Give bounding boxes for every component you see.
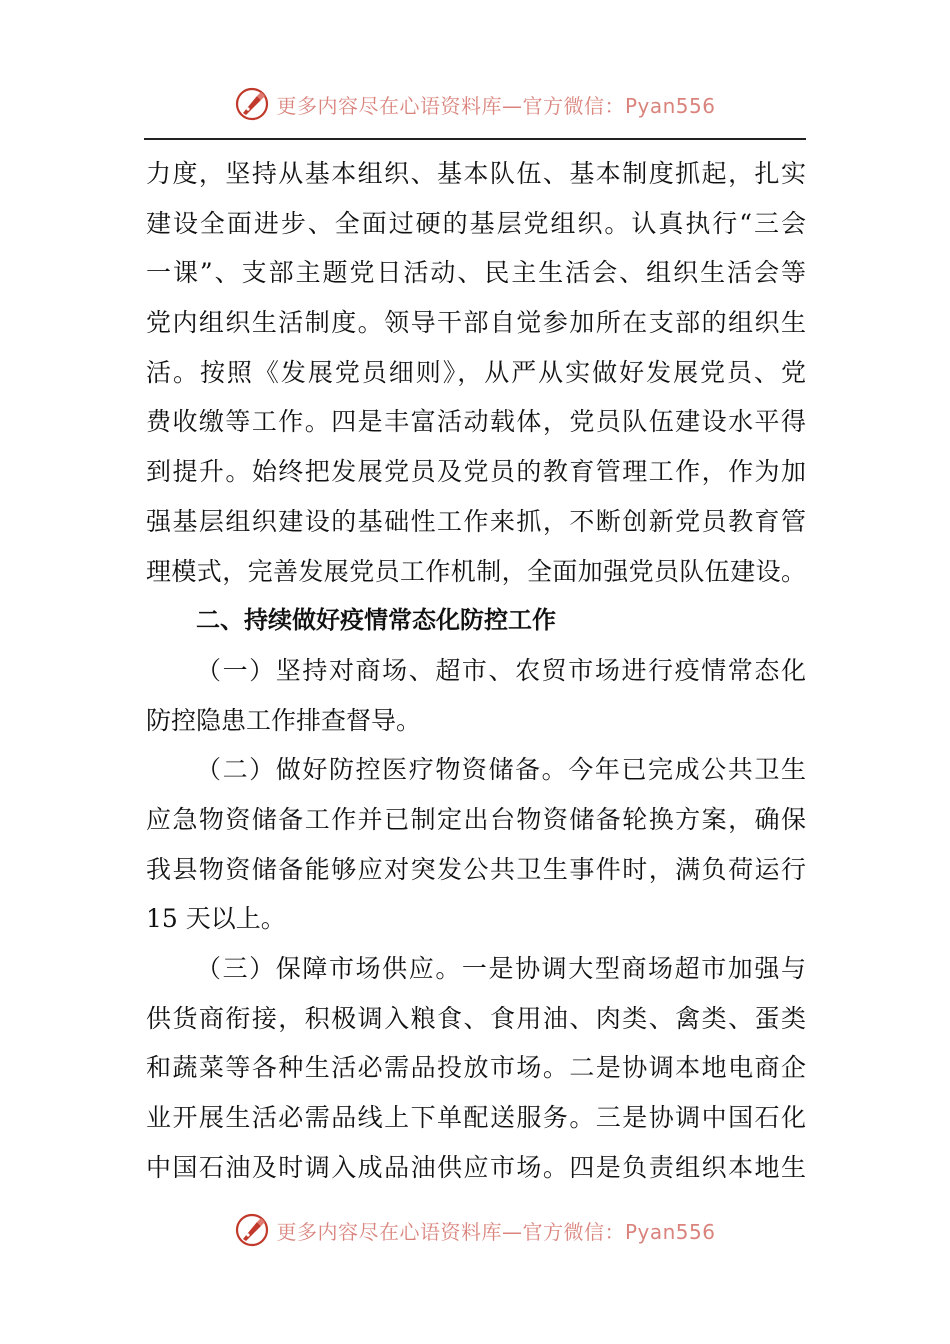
- paragraph-line: 到提升。始终把发展党员及党员的教育管理工作，作为加: [146, 457, 806, 487]
- pen-nib-logo-icon: [234, 86, 270, 122]
- header-watermark-group: [234, 86, 715, 122]
- paragraph-line: 15 天以上。: [146, 904, 286, 934]
- paragraph-line: 建设全面进步、全面过硬的基层党组织。认真执行“三会: [146, 208, 806, 238]
- header-divider: [144, 138, 806, 140]
- paragraph-line: （三）保障市场供应。一是协调大型商场超市加强与: [196, 954, 806, 983]
- paragraph-line: 和蔬菜等各种生活必需品投放市场。二是协调本地电商企: [146, 1053, 806, 1083]
- paragraph-line: 活。按照《发展党员细则》，从严从实做好发展党员、党: [146, 357, 806, 387]
- pen-nib-logo-icon: [234, 1212, 270, 1248]
- watermark-text: 更多内容尽在心语资料库—官方微信：Pyan556: [276, 1219, 716, 1244]
- paragraph-line: （二）做好防控医疗物资储备。今年已完成公共卫生: [196, 755, 806, 785]
- footer-watermark: [0, 1210, 950, 1250]
- paragraph-line: 党内组织生活制度。领导干部自觉参加所在支部的组织生: [146, 308, 806, 338]
- paragraph-line: （一）坚持对商场、超市、农贸市场进行疫情常态化: [196, 655, 806, 685]
- paragraph-line: 防控隐患工作排查督导。: [146, 705, 422, 735]
- paragraph-line: 供货商衔接，积极调入粮食、食用油、肉类、禽类、蛋类: [146, 1003, 806, 1033]
- paragraph-line: 应急物资储备工作并已制定出台物资储备轮换方案，确保: [146, 804, 806, 834]
- header-watermark: [0, 84, 950, 124]
- document-body: [146, 149, 806, 1192]
- section-heading: 二、持续做好疫情常态化防控工作: [196, 606, 556, 635]
- paragraph-line: 强基层组织建设的基础性工作来抓，不断创新党员教育管: [146, 506, 806, 536]
- watermark-text: 更多内容尽在心语资料库—官方微信：Pyan556: [276, 93, 716, 118]
- paragraph-line: 一课”、支部主题党日活动、民主生活会、组织生活会等: [146, 258, 806, 288]
- paragraph-line: 业开展生活必需品线上下单配送服务。三是协调中国石化: [146, 1103, 806, 1133]
- paragraph-line: 理模式，完善发展党员工作机制，全面加强党员队伍建设。: [146, 556, 806, 586]
- paragraph-line: 我县物资储备能够应对突发公共卫生事件时，满负荷运行: [146, 854, 806, 884]
- paragraph-line: 中国石油及时调入成品油供应市场。四是负责组织本地生: [146, 1152, 806, 1182]
- paragraph-line: 力度，坚持从基本组织、基本队伍、基本制度抓起，扎实: [146, 159, 806, 188]
- paragraph-line: 费收缴等工作。四是丰富活动载体，党员队伍建设水平得: [146, 407, 806, 437]
- footer-watermark-group: [234, 1212, 715, 1248]
